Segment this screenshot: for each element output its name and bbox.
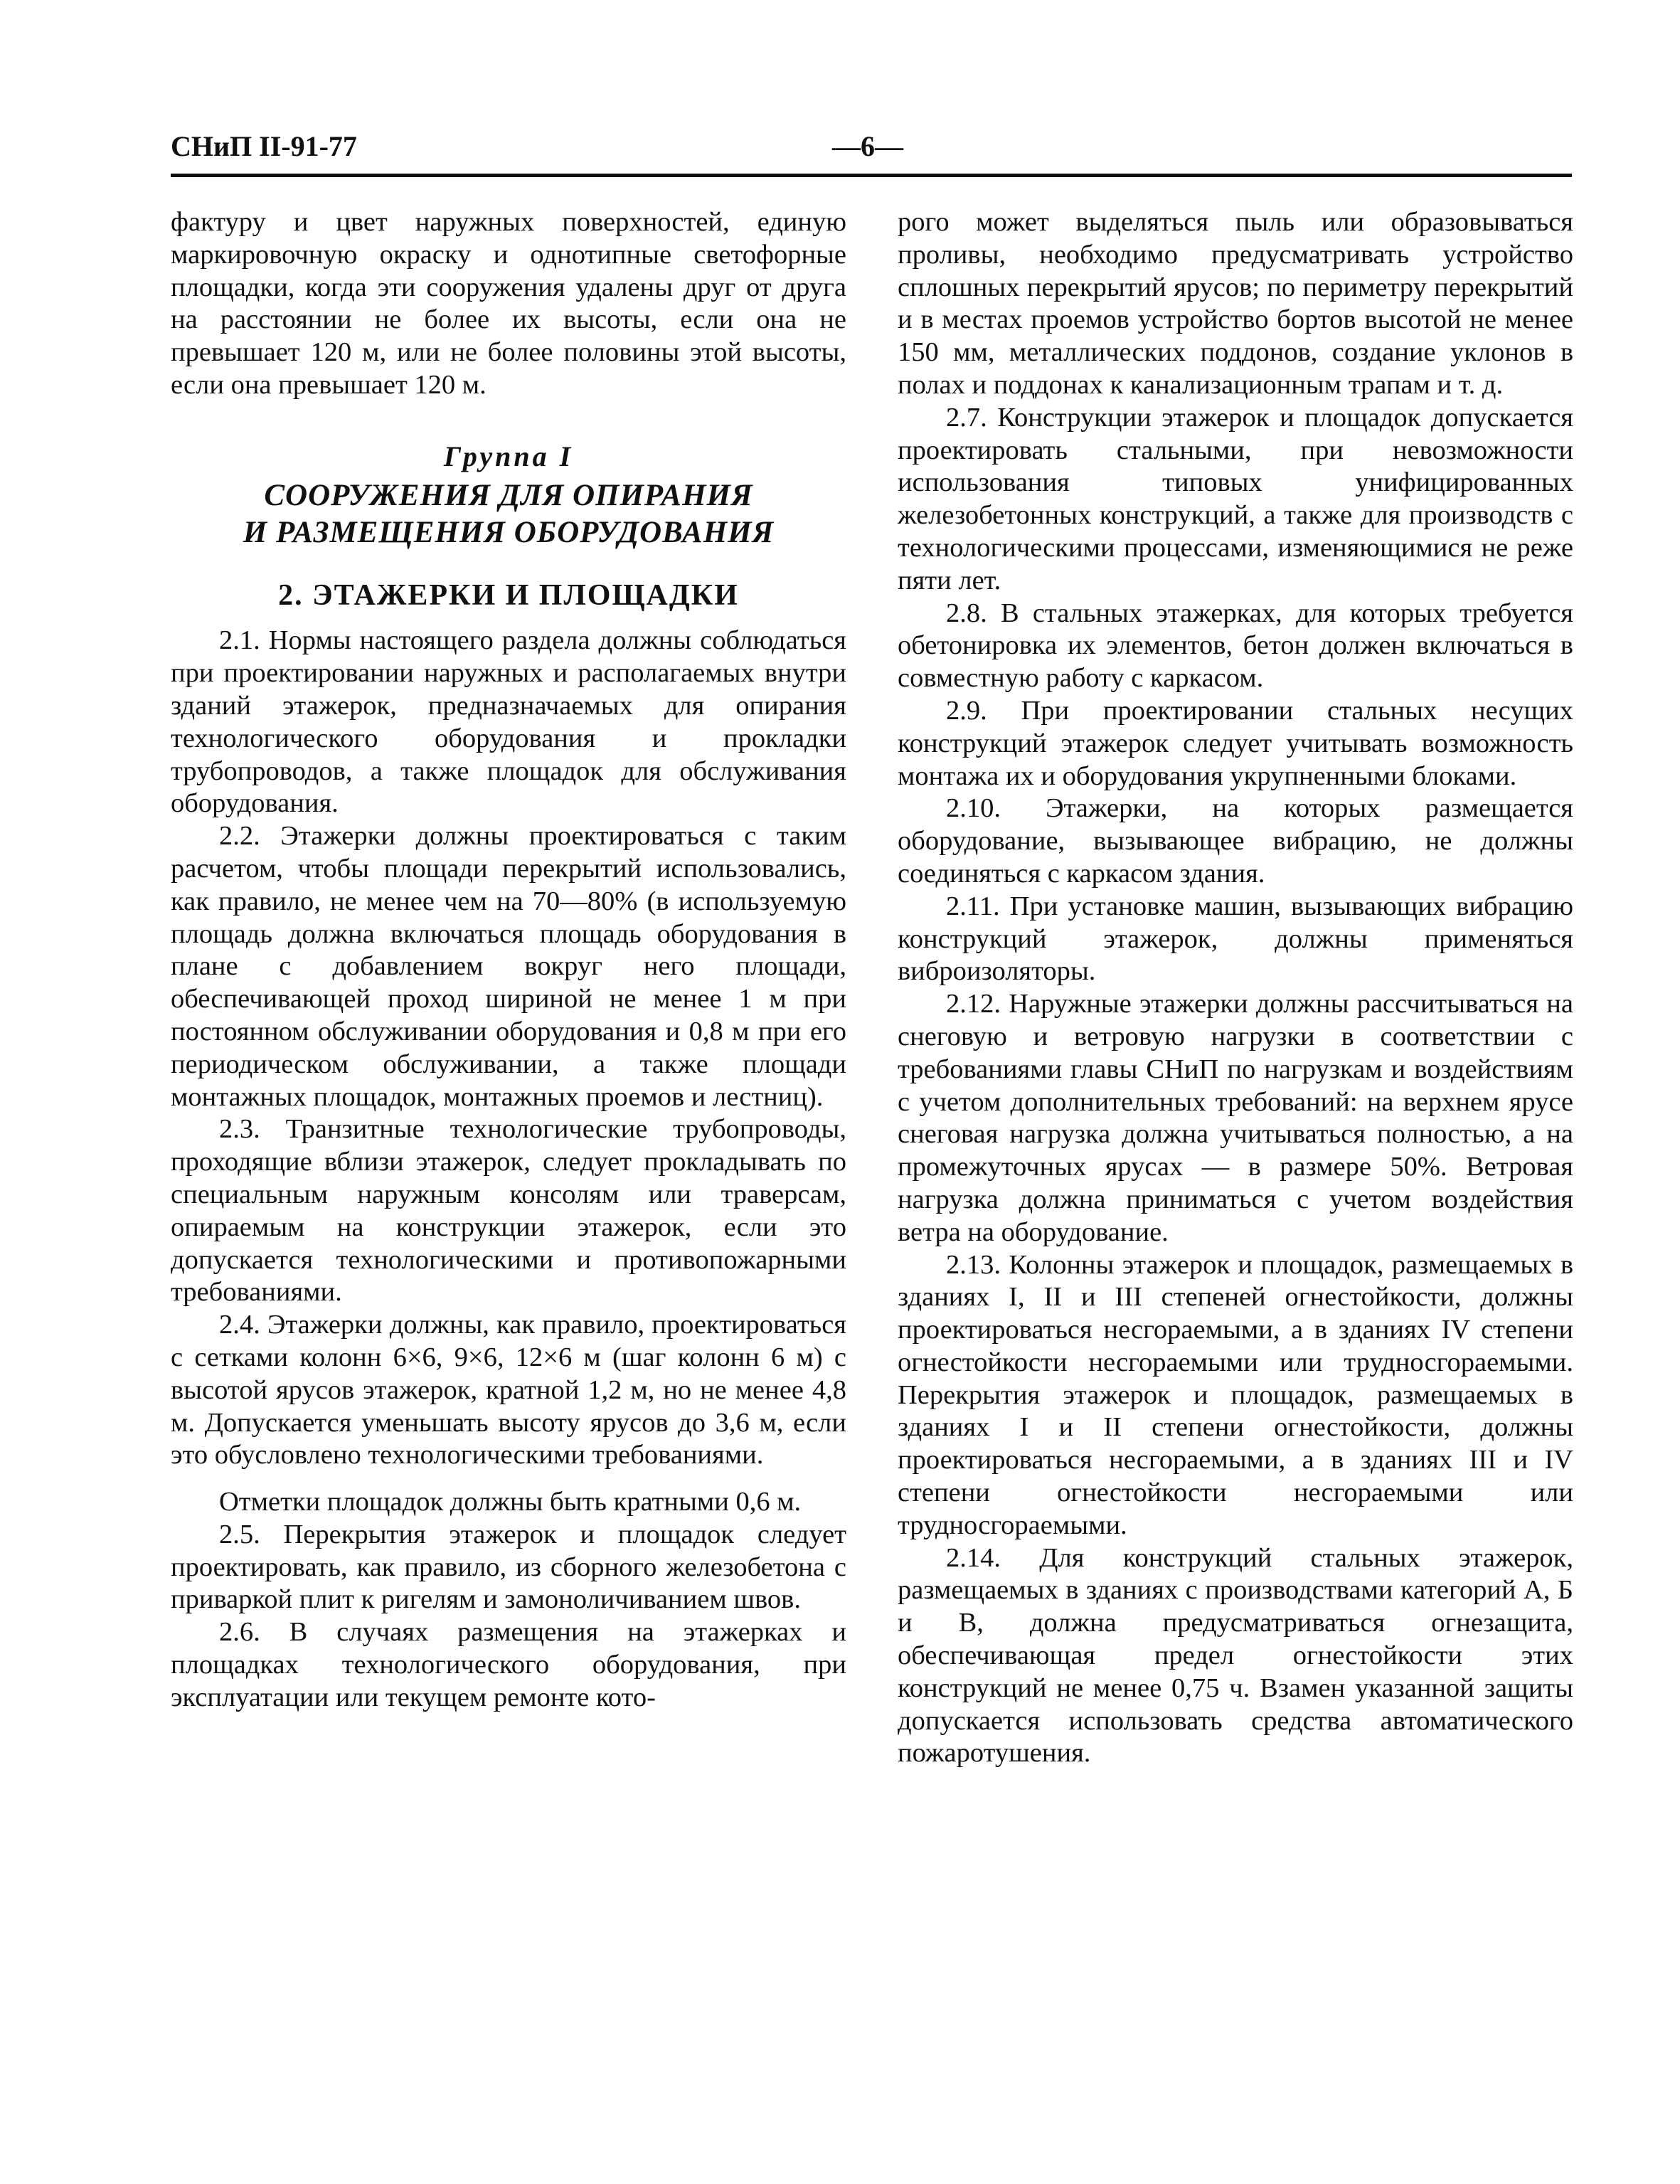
paragraph-2-11: 2.11. При установке машин, вызывающих вибрацию конструкций этажерок, должны применяться виброизоляторы.	[898, 891, 1573, 987]
paragraph-2-2: 2.2. Этажерки должны проектироваться с таким расчетом, чтобы площади перекрытий использовались, как правило, не менее чем на 70—80% (в используемую площадь должна включаться площадь оборудования в плане с добавлением вокруг него площади, обеспечивающей проход шириной не менее 1 м при постоянном обслуживании оборудования и 0,8 м при его периодическом обслуживании, а также площади монтажных площадок, монтажных проемов и лестниц).	[171, 821, 846, 1112]
paragraph-2-9: 2.9. При проектировании стальных несущих конструкций этажерок следует учитывать возможность монтажа их и оборудования укрупненными блоками.	[898, 695, 1573, 791]
group-title-line-1: СООРУЖЕНИЯ ДЛЯ ОПИРАНИЯ	[264, 478, 753, 512]
paragraph-2-5: 2.5. Перекрытия этажерок и площадок следует проектировать, как правило, из сборного железобетона с приваркой плит к ригелям и замоноличиванием швов.	[171, 1519, 846, 1615]
paragraph-2-4-note: Отметки площадок должны быть кратными 0,6 м.	[219, 1487, 802, 1517]
header-rule	[171, 174, 1572, 177]
group-label: Группа I	[443, 440, 574, 472]
paragraph-2-7: 2.7. Конструкции этажерок и площадок допускается проектировать стальными, при невозможности использования типовых унифицированных железобетонных конструкций, а также для производств с технологическими процессами, изменяющимися не реже пяти лет.	[898, 402, 1573, 595]
page-header	[171, 129, 1572, 172]
group-title-line-2: И РАЗМЕЩЕНИЯ ОБОРУДОВАНИЯ	[243, 515, 775, 549]
intro-paragraph: фактуру и цвет наружных поверхностей, единую маркировочную окраску и однотипные светофорные площадки, когда эти сооружения удалены друг от друга на расстоянии не более их высоты, если она не превышает 120 м, или не более половины этой высоты, если она превышает 120 м.	[171, 207, 846, 400]
paragraph-2-4: 2.4. Этажерки должны, как правило, проектироваться с сетками колонн 6×6, 9×6, 12×6 м (шаг колонн 6 м) с высотой ярусов этажерок, кратной 1,2 м, но не менее 4,8 м. Допускается уменьшать высоту ярусов до 3,6 м, если это обусловлено технологическими требованиями.	[171, 1310, 846, 1470]
section-title: 2. ЭТАЖЕРКИ И ПЛОЩАДКИ	[278, 578, 739, 612]
paragraph-2-6-continued: рого может выделяться пыль или образовываться проливы, необходимо предусматривать устройство сплошных перекрытий ярусов; по периметру перекрытий и в местах проемов устройство бортов высотой не менее 150 мм, металлических поддонов, создание уклонов в полах и поддонах к канализационным трапам и т. д.	[898, 207, 1573, 400]
document-code: СНиП II-91-77	[171, 130, 357, 162]
paragraph-2-3: 2.3. Транзитные технологические трубопроводы, проходящие вблизи этажерок, следует прокладывать по специальным наружным консолям или траверсам, опираемым на конструкции этажерок, если это допускается технологическими и противопожарными требованиями.	[171, 1114, 846, 1308]
paragraph-2-14: 2.14. Для конструкций стальных этажерок, размещаемых в зданиях с производствами категорий А, Б и В, должна предусматриваться огнезащита, обеспечивающая предел огнестойкости этих конструкций не менее 0,75 ч. Взамен указанной защиты допускается использовать средства автоматического пожаротушения.	[898, 1542, 1573, 1769]
paragraph-2-13: 2.13. Колонны этажерок и площадок, размещаемых в зданиях I, II и III степеней огнестойкости, должны проектироваться несгораемыми, а в зданиях IV степени огнестойкости несгораемыми или трудносгораемыми. Перекрытия этажерок и площадок, размещаемых в зданиях I и II степени огнестойкости, должны проектироваться несгораемыми, а в зданиях III и IV степени огнестойкости несгораемыми или трудносгораемыми.	[898, 1249, 1573, 1540]
paragraph-2-6: 2.6. В случаях размещения на этажерках и площадках технологического оборудования, при эксплуатации или текущем ремонте кото-	[171, 1617, 846, 1712]
paragraph-2-12: 2.12. Наружные этажерки должны рассчитываться на снеговую и ветровую нагрузки в соответствии с требованиями главы СНиП по нагрузкам и воздействиям с учетом дополнительных требований: на верхнем ярусе снеговая нагрузка должна учитываться полностью, а на промежуточных ярусах — в размере 50%. Ветровая нагрузка должна приниматься с учетом воздействия ветра на оборудование.	[898, 989, 1573, 1247]
right-column	[898, 206, 1573, 1770]
page-number: —6—	[832, 130, 903, 162]
left-column	[171, 206, 846, 1714]
paragraph-2-10: 2.10. Этажерки, на которых размещается оборудование, вызывающее вибрацию, не должны соединяться с каркасом здания.	[898, 793, 1573, 889]
paragraph-2-1: 2.1. Нормы настоящего раздела должны соблюдаться при проектировании наружных и располагаемых внутри зданий этажерок, предназначаемых для опирания технологического оборудования и прокладки трубопроводов, а также площадок для обслуживания оборудования.	[171, 625, 846, 819]
paragraph-2-8: 2.8. В стальных этажерках, для которых требуется обетонировка их элементов, бетон должен включаться в совместную работу с каркасом.	[898, 598, 1573, 694]
